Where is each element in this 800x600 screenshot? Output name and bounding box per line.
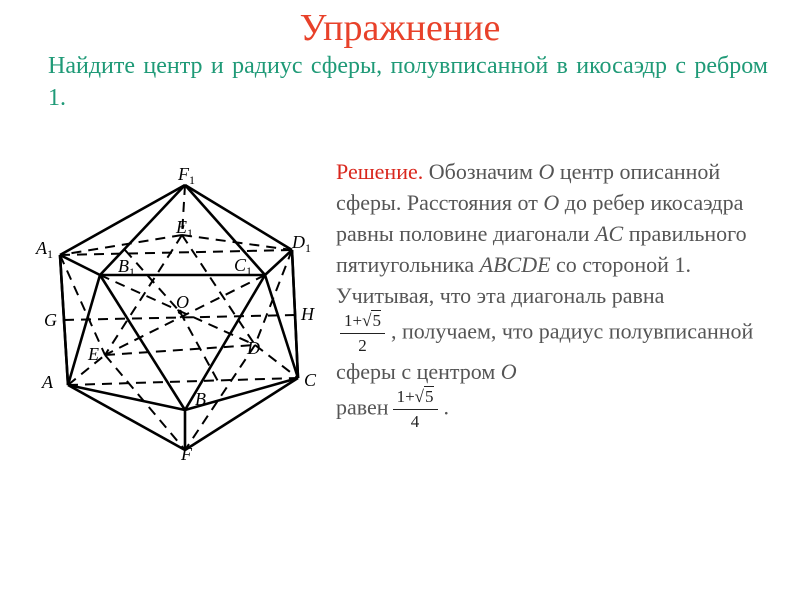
- var-O-2: O: [543, 190, 560, 215]
- edge-F1-D1: [185, 185, 292, 250]
- fraction-radius-denominator: 4: [410, 412, 420, 431]
- line-A-C: [68, 378, 298, 385]
- solution-part-2: центр описанной сферы. Расстояния от: [336, 159, 721, 215]
- label-G: G: [44, 310, 57, 330]
- fraction-diagonal: [340, 311, 385, 356]
- label-A1: $A_1$: [36, 238, 53, 261]
- slide-title: Упражнение: [299, 7, 501, 49]
- var-O-3: O: [500, 359, 517, 384]
- label-F: F: [181, 444, 192, 464]
- line-B1-O: [125, 250, 180, 312]
- edge-A-F: [68, 385, 185, 450]
- edge-A1-D1: [60, 250, 292, 255]
- label-A: A: [42, 372, 53, 392]
- label-E: E: [88, 344, 99, 364]
- label-D1: $D_1$: [292, 232, 311, 255]
- edge-A1-B1: [60, 255, 100, 275]
- fraction-radius-numerator: 1+√5: [393, 387, 438, 410]
- solution-text: [336, 156, 776, 432]
- label-O: O: [176, 292, 189, 312]
- fraction-radius: [393, 387, 438, 432]
- icosahedron-figure: [30, 160, 330, 470]
- edge-E-D: [105, 345, 255, 355]
- label-D: D: [247, 338, 260, 358]
- label-F1: $F_1$: [178, 164, 195, 187]
- edge-F1-B1: [100, 185, 185, 275]
- edge-A1-E: [60, 255, 105, 355]
- solution-part-3: до ребер икосаэдра равны половине диагонали: [336, 190, 744, 246]
- label-H: H: [301, 304, 314, 324]
- solution-lead: Решение.: [336, 159, 424, 184]
- fraction-diagonal-denominator: 2: [358, 336, 367, 355]
- edge-A-B: [68, 385, 185, 410]
- solution-part-5: со стороной 1. Учитывая, что эта диагональ равна: [336, 252, 691, 308]
- label-C: C: [304, 370, 317, 390]
- solution-part-1: Обозначим: [423, 159, 539, 184]
- edge-B1-A: [68, 275, 100, 385]
- var-AC: AC: [595, 221, 624, 246]
- var-O-1: O: [538, 159, 555, 184]
- edge-E1-D1: [182, 235, 292, 250]
- solution-part-8: .: [443, 394, 449, 420]
- var-ABCDE: ABCDE: [479, 252, 551, 277]
- line-G-H: [64, 315, 296, 320]
- solution-part-4: правильного пятиугольника: [336, 221, 747, 277]
- task-text: Найдите центр и радиус сферы, полувписанной в икосаэдр с ребром 1.: [48, 53, 768, 111]
- solution-part-7: равен: [336, 394, 389, 420]
- label-E1: $E_1$: [176, 217, 193, 240]
- label-B: B: [195, 389, 206, 409]
- label-B1: $B_1$: [118, 256, 135, 279]
- icosahedron-drawing: [30, 160, 330, 470]
- edge-C1-D1: [265, 250, 292, 275]
- fraction-diagonal-numerator: 1+√5: [340, 311, 385, 334]
- label-C1: $C_1$: [234, 255, 253, 278]
- edge-F1-C1: [185, 185, 265, 275]
- solution-part-6: , получаем, что радиус полувписанной сферы с центром: [336, 318, 754, 384]
